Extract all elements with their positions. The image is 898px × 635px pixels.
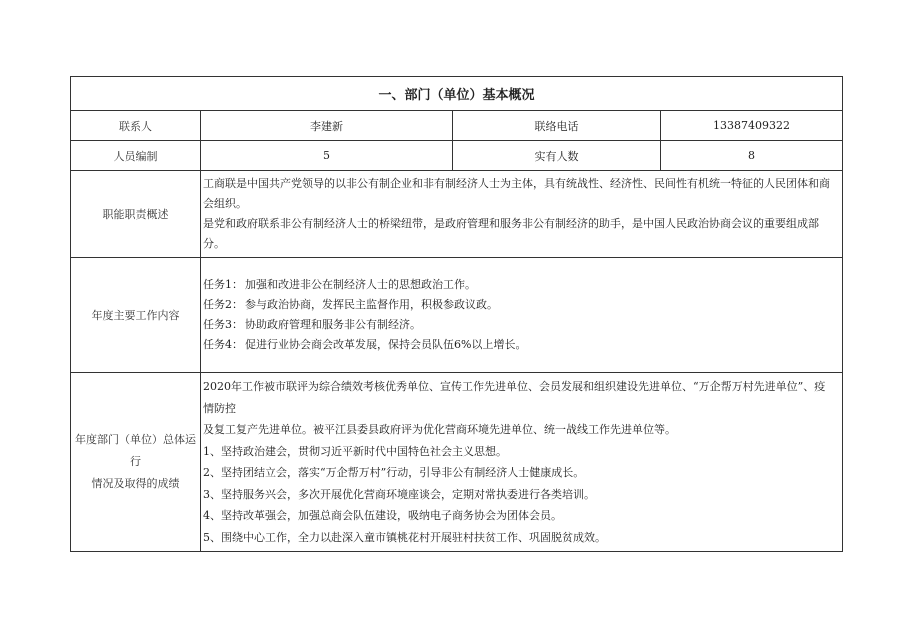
- results-label: [71, 373, 201, 552]
- task-item: [203, 315, 836, 335]
- duties-line: 是党和政府联系非公有制经济人士的桥梁纽带，是政府管理和服务非公有制经济的助手，是中国人民政治协商会议的重要组成部分。: [203, 217, 819, 250]
- task-text: 促进行业协会商会改革发展，保持会员队伍6%以上增长。: [245, 338, 527, 351]
- task-item: [203, 275, 836, 295]
- task-text: 参与政治协商，发挥民主监督作用，积极参政议政。: [245, 298, 498, 311]
- tasks-content: [201, 258, 843, 373]
- results-label-line: 情况及取得的成绩: [91, 477, 180, 490]
- results-line: 2020年工作被市联评为综合绩效考核优秀单位、宣传工作先进单位、会员发展和组织建设先进单位、“万企帮万村先进单位”、疫情防控: [203, 380, 826, 415]
- contact-label: 联系人: [71, 111, 201, 141]
- results-line: 1、坚持政治建会，贯彻习近平新时代中国特色社会主义思想。: [203, 444, 507, 458]
- duties-line: 工商联是中国共产党领导的以非公有制企业和非有制经济人士为主体，具有统战性、经济性、民间性有机统一特征的人民团体和商会组织。: [203, 177, 830, 210]
- table-title: 一、部门（单位）基本概况: [71, 77, 843, 111]
- results-line: 2、坚持团结立会，落实“万企帮万村”行动，引导非公有制经济人士健康成长。: [203, 466, 585, 479]
- task-item: [203, 335, 836, 355]
- results-line: 5、围绕中心工作，全力以赴深入童市镇桃花村开展驻村扶贫工作、巩固脱贫成效。: [203, 530, 606, 544]
- tasks-label: 年度主要工作内容: [71, 258, 201, 373]
- results-label-line: 年度部门（单位）总体运行: [75, 433, 196, 468]
- results-line: 及复工复产先进单位。被平江县委县政府评为优化营商环境先进单位、统一战线工作先进单位等。: [203, 423, 676, 436]
- phone-label: 联络电话: [453, 111, 661, 141]
- staff-label: 人员编制: [71, 141, 201, 171]
- results-line: 4、坚持改革强会，加强总商会队伍建设，吸纳电子商务协会为团体会员。: [203, 509, 562, 522]
- task-name: 任务2：: [203, 298, 243, 311]
- duties-content: [201, 171, 843, 258]
- results-content: [201, 373, 843, 552]
- phone-value: 13387409322: [661, 111, 843, 141]
- actual-staff-value: 8: [661, 141, 843, 171]
- duties-label: 职能职责概述: [71, 171, 201, 258]
- actual-staff-label: 实有人数: [453, 141, 661, 171]
- task-name: 任务3：: [203, 318, 243, 331]
- staff-value: 5: [201, 141, 453, 171]
- results-line: 3、坚持服务兴会，多次开展优化营商环境座谈会，定期对常执委进行各类培训。: [203, 487, 595, 501]
- overview-table: [70, 76, 843, 552]
- task-text: 协助政府管理和服务非公有制经济。: [245, 318, 421, 331]
- task-text: 加强和改进非公在制经济人士的思想政治工作。: [245, 278, 476, 291]
- task-name: 任务1：: [203, 278, 243, 291]
- contact-value: 李建新: [201, 111, 453, 141]
- task-name: 任务4：: [203, 338, 243, 351]
- task-item: [203, 295, 836, 315]
